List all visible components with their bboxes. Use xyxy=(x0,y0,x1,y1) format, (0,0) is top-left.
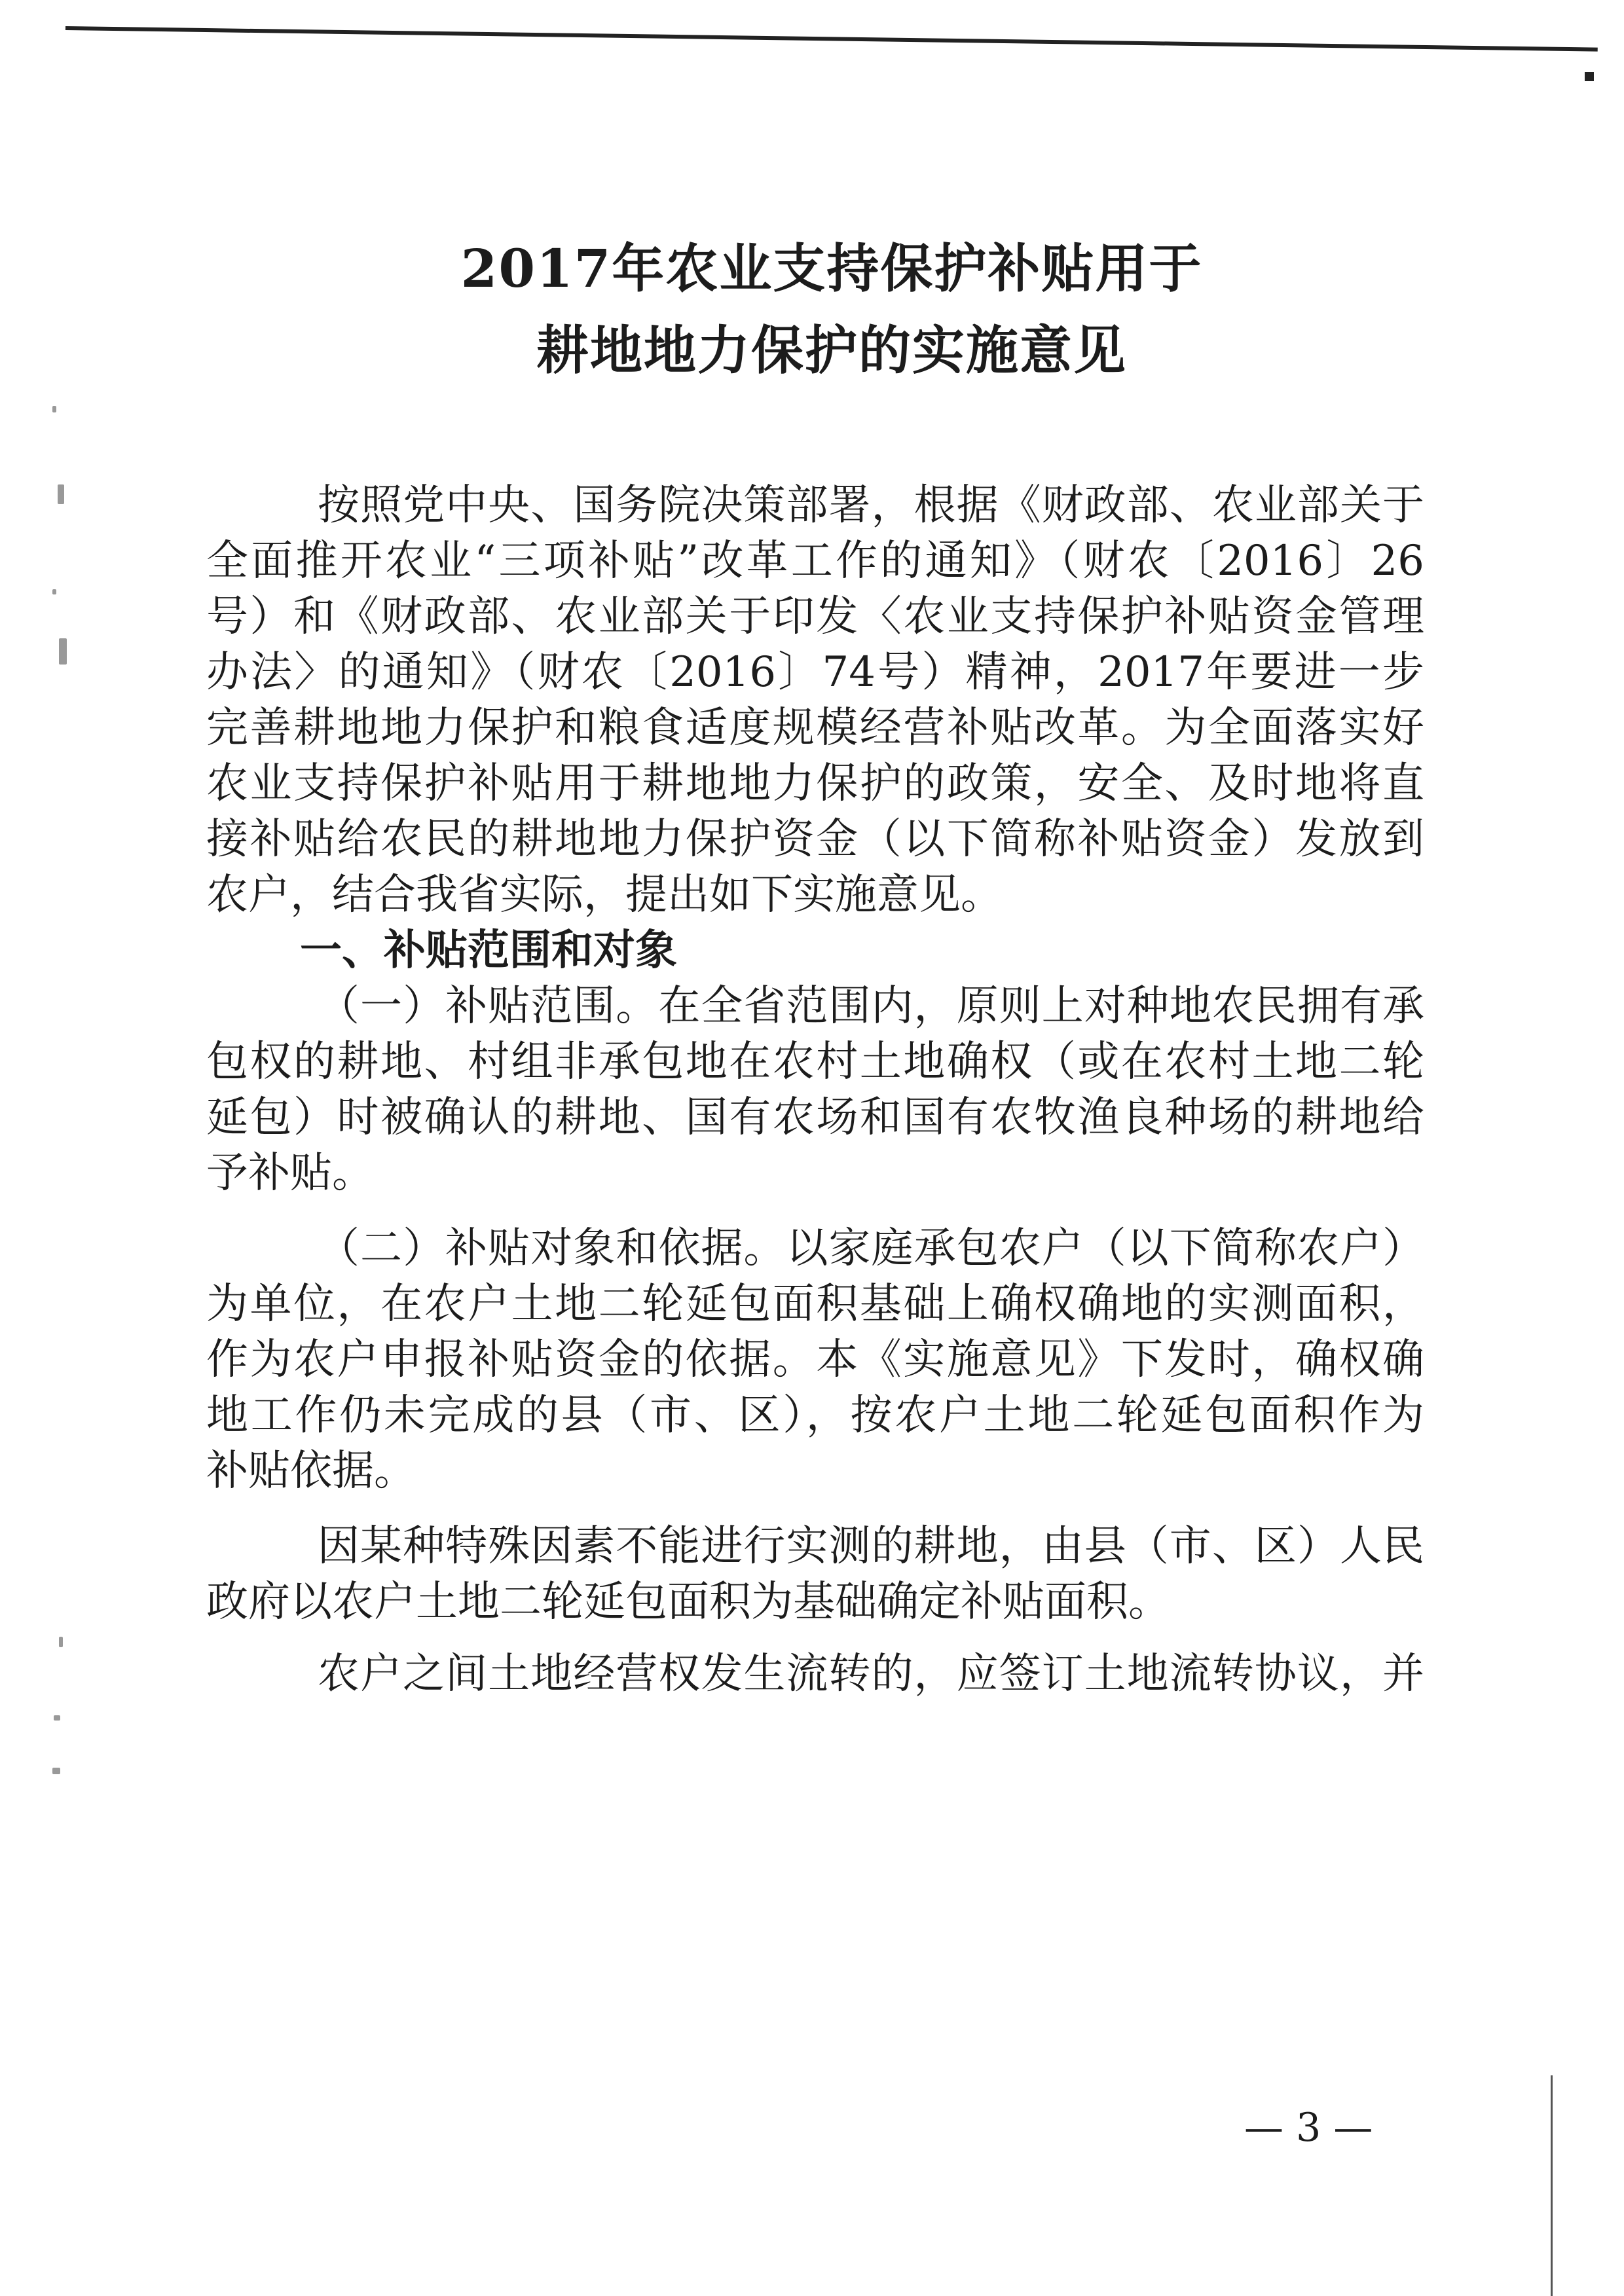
scan-mark xyxy=(59,1637,63,1647)
intro-line: 全面推开农业“三项补贴”改革工作的通知》（财农〔2016〕26 xyxy=(206,537,1424,585)
intro-line: 按照党中央、国务院决策部署，根据《财政部、农业部关于 xyxy=(318,481,1424,530)
header-rule xyxy=(65,26,1598,52)
target-line: 为单位，在农户土地二轮延包面积基础上确权确地的实测面积， xyxy=(206,1280,1424,1328)
header-rule-tick xyxy=(1585,72,1594,81)
intro-line: 接补贴给农民的耕地地力保护资金（以下简称补贴资金）发放到 xyxy=(206,815,1424,864)
scan-mark xyxy=(58,484,64,504)
scope-line: 延包）时被确认的耕地、国有农场和国有农牧渔良种场的耕地给 xyxy=(206,1093,1424,1142)
intro-line: 办法〉的通知》（财农〔2016〕74号）精神，2017年要进一步 xyxy=(206,648,1424,697)
intro-line: 完善耕地地力保护和粮食适度规模经营补贴改革。为全面落实好 xyxy=(206,704,1424,752)
scan-mark xyxy=(52,589,56,594)
target-line: 作为农户申报补贴资金的依据。本《实施意见》下发时，确权确 xyxy=(206,1336,1424,1384)
transfer-line: 农户之间土地经营权发生流转的，应签订土地流转协议，并 xyxy=(318,1650,1424,1698)
special-line: 政府以农户土地二轮延包面积为基础确定补贴面积。 xyxy=(206,1578,1170,1626)
target-line: 地工作仍未完成的县（市、区），按农户土地二轮延包面积作为 xyxy=(206,1391,1424,1440)
scan-mark xyxy=(59,638,67,665)
intro-line: 农户，结合我省实际，提出如下实施意见。 xyxy=(206,871,1003,919)
scope-line: （一）补贴范围。在全省范围内，原则上对种地农民拥有承 xyxy=(318,982,1424,1030)
scope-line: 予补贴。 xyxy=(206,1149,374,1197)
scan-mark xyxy=(54,1715,60,1721)
intro-line: 号）和《财政部、农业部关于印发〈农业支持保护补贴资金管理 xyxy=(206,592,1424,641)
scan-mark xyxy=(52,406,56,412)
scan-mark xyxy=(52,1768,60,1774)
special-line: 因某种特殊因素不能进行实测的耕地，由县（市、区）人民 xyxy=(318,1522,1424,1571)
target-line: （二）补贴对象和依据。以家庭承包农户（以下简称农户） xyxy=(318,1224,1424,1273)
document-title-line-1: 2017年农业支持保护补贴用于 xyxy=(460,238,1203,299)
target-line: 补贴依据。 xyxy=(206,1447,416,1495)
section-heading: 一、补贴范围和对象 xyxy=(300,926,677,975)
scope-line: 包权的耕地、村组非承包地在农村土地确权（或在农村土地二轮 xyxy=(206,1038,1424,1086)
scan-edge-line xyxy=(1551,2075,1553,2296)
intro-line: 农业支持保护补贴用于耕地地力保护的政策，安全、及时地将直 xyxy=(206,759,1424,808)
document-title-line-2: 耕地地力保护的实施意见 xyxy=(536,319,1127,381)
page-number: — 3 — xyxy=(1244,2105,1373,2151)
